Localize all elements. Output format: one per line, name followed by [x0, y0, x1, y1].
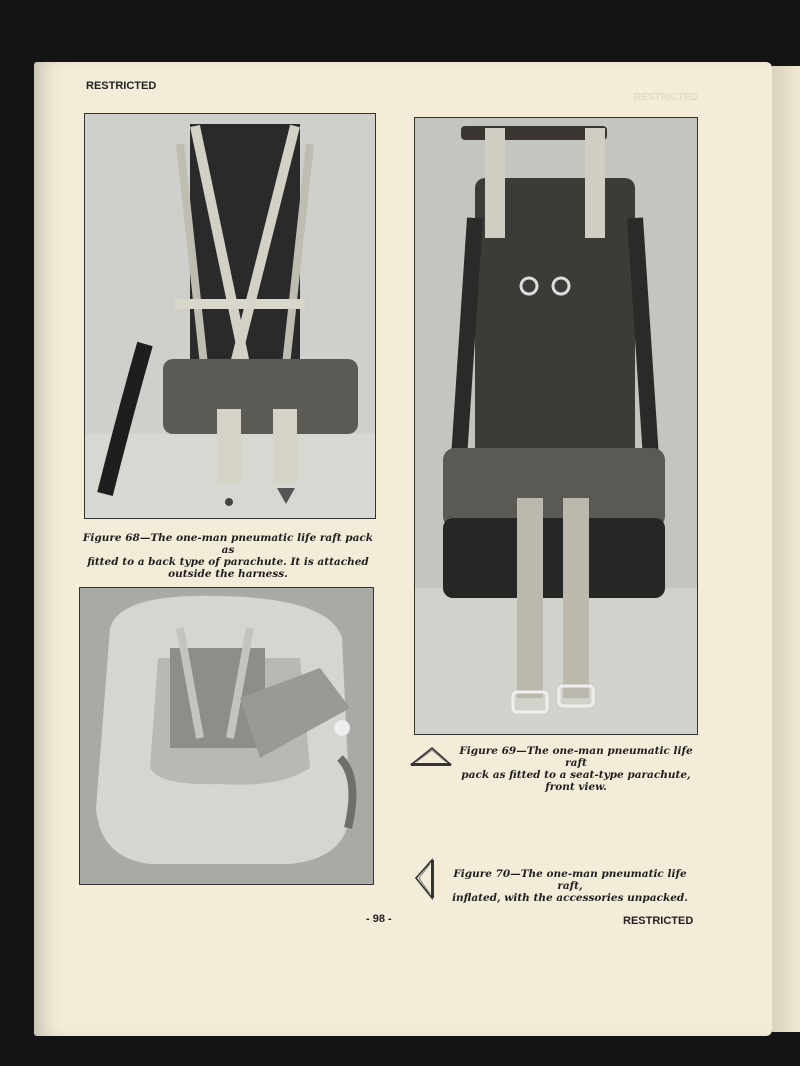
pointer-arrow-right-icon [410, 746, 452, 768]
figure-70-photo [79, 587, 374, 885]
caption-line: Figure 68—The one-man pneumatic life raft pack as [82, 532, 374, 556]
bleed-through-text: RESTRICTED [634, 92, 698, 103]
caption-line: front view. [545, 781, 607, 793]
pointer-arrow-left-icon [414, 858, 440, 900]
figure-69-caption [452, 745, 700, 793]
page-number: - 98 - [366, 913, 392, 925]
caption-line: outside the harness. [168, 568, 288, 580]
figure-70-caption [440, 868, 700, 904]
caption-line: Figure 70—The one-man pneumatic life raft, [453, 868, 687, 892]
caption-line: inflated, with the accessories unpacked. [452, 892, 688, 904]
figure-69-photo [414, 117, 698, 735]
figure-68-caption [78, 532, 378, 580]
footer-classification: RESTRICTED [623, 915, 694, 927]
header-classification: RESTRICTED [86, 80, 157, 92]
caption-line: pack as fitted to a seat-type parachute, [461, 769, 691, 781]
caption-line: Figure 69—The one-man pneumatic life raft [459, 745, 693, 769]
caption-line: fitted to a back type of parachute. It is attached [87, 556, 369, 568]
figure-68-photo [84, 113, 376, 519]
next-page-edge [772, 66, 800, 1032]
